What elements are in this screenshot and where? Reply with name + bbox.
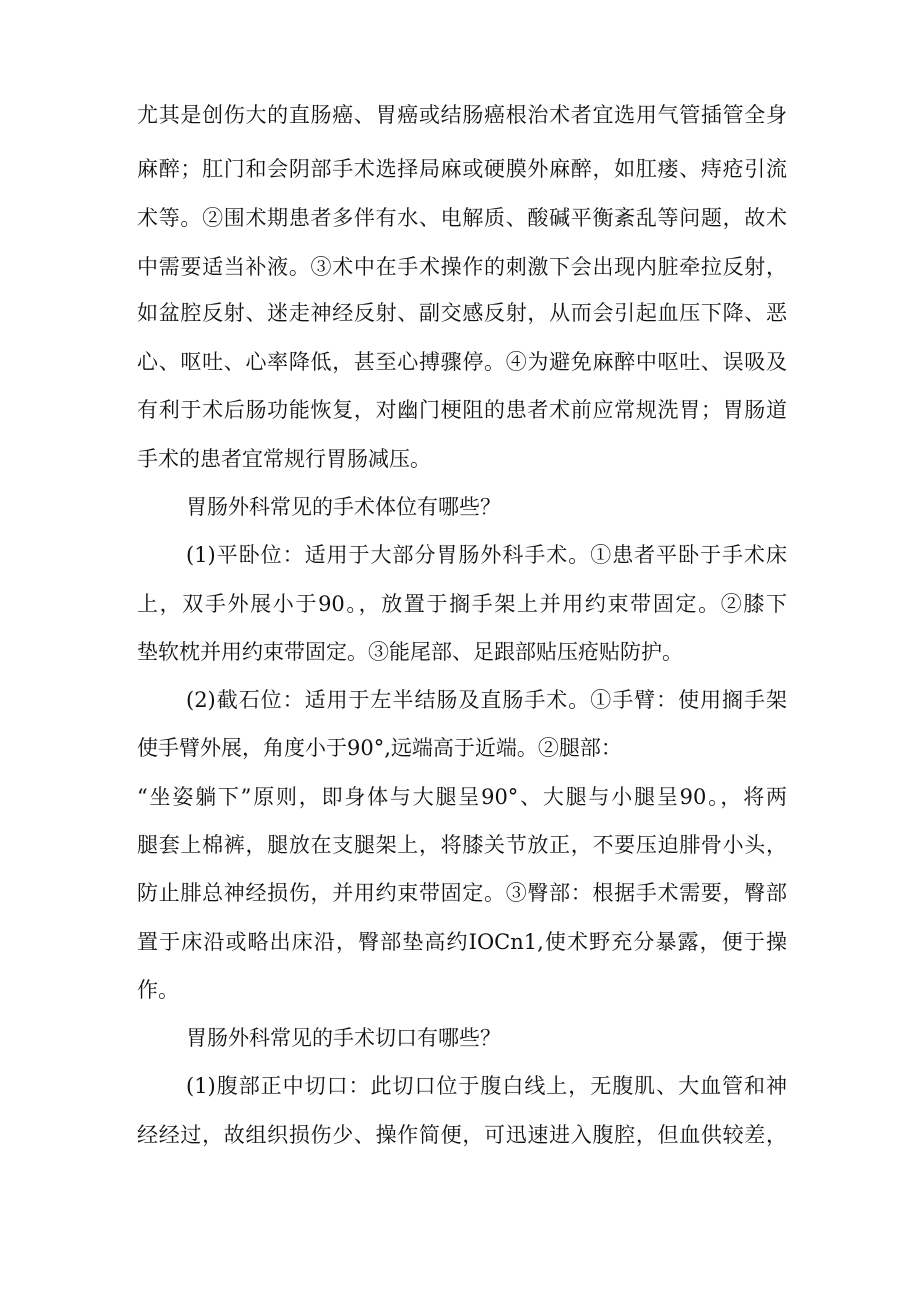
paragraph-3-line-5: 防止腓总神经损伤，并用约束带固定。③臀部：根据手术需要，臀部 bbox=[137, 881, 787, 905]
question-heading-surgical-positions: 胃肠外科常见的手术体位有哪些？ bbox=[186, 495, 501, 519]
paragraph-1-line-7: 有利于术后肠功能恢复，对幽门梗阻的患者术前应常规洗胃；胃肠道 bbox=[137, 398, 787, 422]
paragraph-2-line-3: 垫软枕并用约束带固定。③能尾部、足跟部贴压疮贴防护。 bbox=[137, 640, 683, 664]
paragraph-3-line-1: (2)截石位：适用于左半结肠及直肠手术。①手臂：使用搁手架 bbox=[186, 688, 787, 712]
paragraph-1-line-4: 中需要适当补液。③术中在手术操作的刺激下会出现内脏牵拉反射， bbox=[137, 255, 787, 279]
paragraph-2-line-1: (1)平卧位：适用于大部分胃肠外科手术。①患者平卧于手术床 bbox=[186, 543, 787, 567]
paragraph-1-line-3: 术等。②围术期患者多伴有水、电解质、酸碱平衡紊乱等问题，故术 bbox=[137, 206, 787, 230]
question-heading-surgical-incisions: 胃肠外科常见的手术切口有哪些？ bbox=[186, 1026, 501, 1050]
paragraph-3-line-4: 腿套上棉裤，腿放在支腿架上，将膝关节放正，不要压迫腓骨小头， bbox=[137, 833, 787, 857]
paragraph-1-line-2: 麻醉；肛门和会阴部手术选择局麻或硬膜外麻醉，如肛瘘、痔疮引流 bbox=[137, 157, 787, 181]
paragraph-4-line-2: 经经过，故组织损伤少、操作简便，可迅速进入腹腔，但血供较差， bbox=[137, 1123, 787, 1147]
paragraph-1-line-6: 心、呕吐、心率降低，甚至心搏骤停。④为避免麻醉中呕吐、误吸及 bbox=[137, 350, 787, 374]
paragraph-2-line-2: 上，双手外展小于90。，放置于搁手架上并用约束带固定。②膝下 bbox=[137, 592, 787, 616]
paragraph-3-line-6: 置于床沿或略出床沿，臀部垫高约IOCn1,使术野充分暴露，便于操 bbox=[137, 930, 787, 954]
paragraph-1-line-1: 尤其是创伤大的直肠癌、胃癌或结肠癌根治术者宜选用气管插管全身 bbox=[137, 103, 787, 127]
paragraph-4-line-1: (1)腹部正中切口：此切口位于腹白线上，无腹肌、大血管和神 bbox=[186, 1074, 787, 1098]
paragraph-3-line-2: 使手臂外展，角度小于90°,远端高于近端。②腿部： bbox=[137, 736, 622, 760]
paragraph-1-line-8: 手术的患者宜常规行胃肠减压。 bbox=[137, 447, 431, 471]
paragraph-3-line-7: 作。 bbox=[137, 978, 179, 1002]
paragraph-1-line-5: 如盆腔反射、迷走神经反射、副交感反射，从而会引起血压下降、恶 bbox=[137, 301, 787, 325]
paragraph-3-line-3: “坐姿躺下”原则，即身体与大腿呈90°、大腿与小腿呈90。，将两 bbox=[137, 785, 787, 809]
